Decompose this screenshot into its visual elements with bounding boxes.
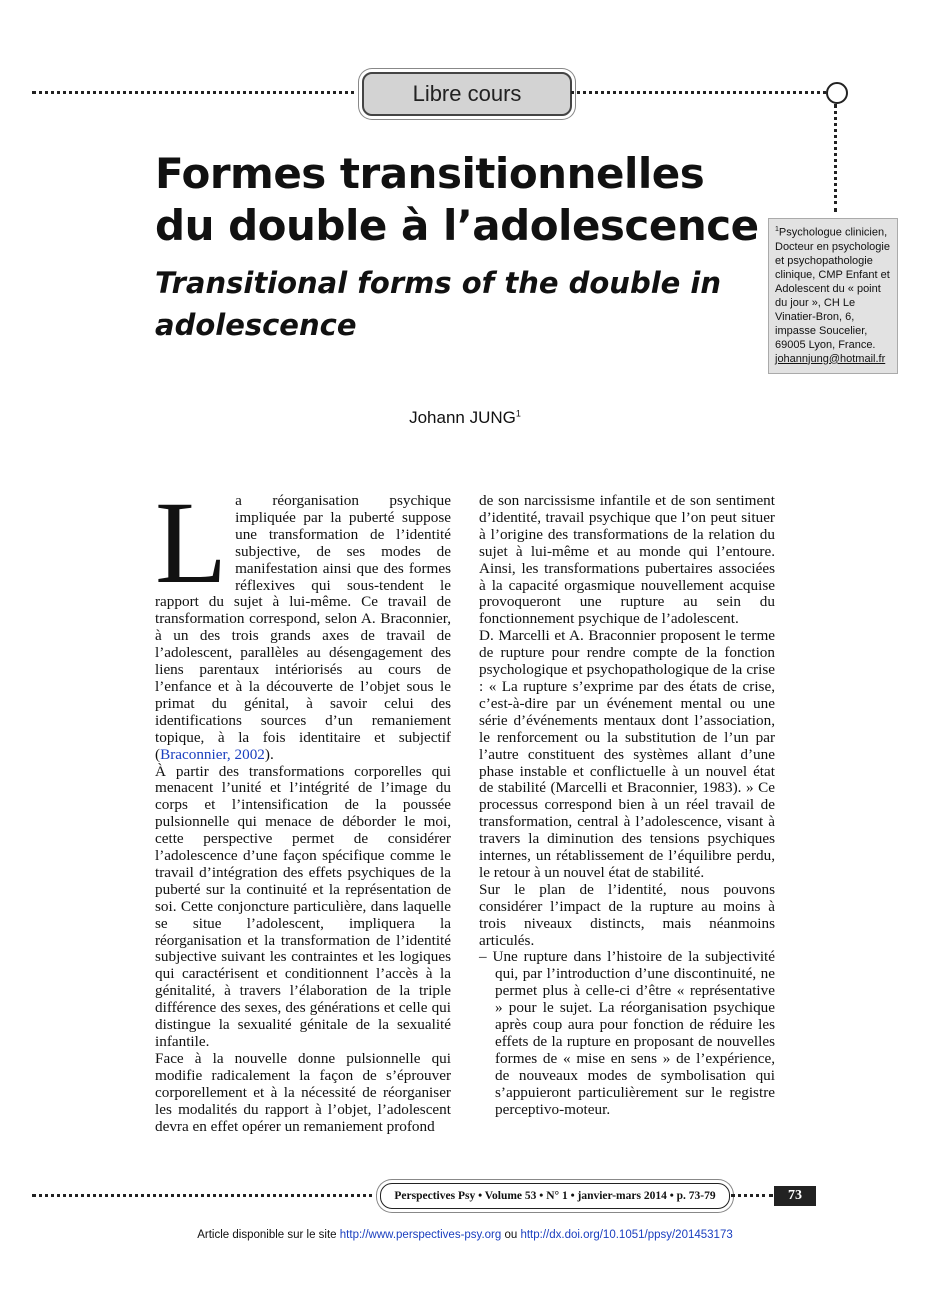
- author-email-link[interactable]: johannjung@hotmail.fr: [775, 352, 886, 365]
- body-paragraph: Sur le plan de l’identité, nous pouvons considérer l’impact de la rupture au moins à trois niveaux distincts, mais néanmoins articulés.: [479, 880, 775, 949]
- list-item: – Une rupture dans l’histoire de la subjectivité qui, par l’introduction d’une discontinuité, ne permet plus à celle-ci d’être « représentative » pour le sujet. La réorganisation psychique après coup aura pour fonction de réduire les effets de la rupture en proposant de nouvelles formes de « mise en sens » de l’expérience, de nouveaux modes de symbolisation qui s’appuieront particulièrement sur le registre perceptivo-moteur.: [479, 948, 775, 1118]
- drop-cap: L: [155, 477, 228, 608]
- affiliation-text: Psychologue clinicien, Docteur en psychologie et psychopathologie clinique, CMP Enfant et Adolescent du « point du jour », CH Le Vinatier-Bron, 6, impasse Soucelier, 69005 Lyon, France.: [775, 226, 890, 351]
- body-column-right: [479, 493, 775, 1119]
- body-paragraph: Face à la nouvelle donne pulsionnelle qui modifie radicalement la façon de s’éprouver corporellement et à la nécessité de réorganiser les modalités du rapport à l’objet, l’adolescent devra en effet opérer un remaniement profond: [155, 1049, 451, 1135]
- body-paragraph: À partir des transformations corporelles qui menacent l’unité et l’intégrité de l’image du corps et l’intensification de la poussée pulsionnelle qui menace de déborder le moi, cette perspective permet de considérer l’adolescence d’une façon spécifique comme le travail d’intégration des effets psychiques de la puberté sur la continuité et la représentation de soi. Cette conjoncture particulière, dans laquelle se situe l’adolescent, impliquera la réorganisation et la transformation de l’identité subjective suivant les contraintes et les logiques qui caractérisent et conditionnent l’accès à la génitalité, à travers l’élaboration de la triple différence des sexes, des générations et celle qui distingue la sexualité génitale de la sexualité infantile.: [155, 762, 451, 1050]
- article-title-line2: du double à l’adolescence: [155, 201, 759, 250]
- availability-line: [0, 1229, 930, 1241]
- section-label: Libre cours: [362, 72, 572, 116]
- article-title-line1: Formes transitionnelles: [155, 149, 705, 198]
- availability-prefix: Article disponible sur le site: [197, 1229, 340, 1241]
- header-dotted-rule-left: [32, 91, 362, 94]
- paragraph-text: a réorganisation psychique impliquée par la puberté suppose une transformation de l’identité subjective, de ses modes de manifestation ainsi que des formes réflexives qui sous-tendent le rapport du sujet à lui-même. Ce travail de transformation correspond, selon A. Braconnier, à un des trois grands axes de travail de l’adolescent, parallèles au désengagement des liens parentaux intériorisés au cours de l’enfance et à la découverte de l’objet sous le primat du génital, à savoir celui des identifications sources d’un remaniement topique, à la fois identitaire et subjectif (: [155, 492, 451, 763]
- journal-citation: Perspectives Psy • Volume 53 • N° 1 • janvier-mars 2014 • p. 73-79: [380, 1183, 730, 1209]
- body-column-left: [155, 477, 451, 1135]
- affiliation-marker: 1: [775, 226, 779, 233]
- author-marker: 1: [515, 408, 521, 419]
- page-number: 73: [774, 1186, 816, 1206]
- availability-connector: ou: [501, 1229, 521, 1241]
- body-paragraph: [155, 477, 451, 764]
- footer-dotted-rule: [32, 1194, 380, 1197]
- paragraph-text-end: ).: [264, 745, 274, 763]
- site-link[interactable]: http://www.perspectives-psy.org: [339, 1229, 502, 1241]
- doi-link[interactable]: http://dx.doi.org/10.1051/ppsy/201453173: [520, 1229, 733, 1241]
- author-affiliation-box: [768, 218, 898, 374]
- footer-dotted-rule-right: [731, 1194, 773, 1197]
- article-title: [155, 148, 765, 252]
- header-circle-icon: [826, 82, 848, 104]
- body-paragraph: de son narcissisme infantile et de son sentiment d’identité, travail psychique que l’on peut situer à l’origine des transformations de la relation du sujet à lui-même et au monde qui l’entoure. Ainsi, les transformations pubertaires associées à la capacité orgasmique nouvellement acquise provoqueront une rupture au sein du fonctionnement psychique de l’adolescent.: [479, 492, 775, 628]
- citation-link[interactable]: Braconnier, 2002: [160, 745, 265, 763]
- author-name: Johann JUNG: [409, 408, 516, 427]
- header-dotted-rule-vertical: [834, 104, 837, 212]
- author-line: [0, 408, 930, 428]
- body-paragraph: D. Marcelli et A. Braconnier proposent le terme de rupture pour rendre compte de la fonction psychologique et psychopathologique de la crise : « La rupture s’exprime par des états de crise, c’est-à-dire par un événement mental ou une série d’événements mentaux dont l’association, le renforcement ou la substitution de l’un par l’autre constituent des systèmes allant d’une phase instable et conflictuelle à un nouvel état de stabilité (Marcelli et Braconnier, 1983). » Ce processus correspond bien à un réel travail de transformation, central à l’adolescence, visant à travers la diminution des tensions psychiques internes, un rétablissement de l’équilibre perdu, le retour à un nouvel état de stabilité.: [479, 627, 775, 881]
- header-dotted-rule-right: [571, 91, 826, 94]
- article-title-english: Transitional forms of the double in adolescence: [155, 266, 721, 342]
